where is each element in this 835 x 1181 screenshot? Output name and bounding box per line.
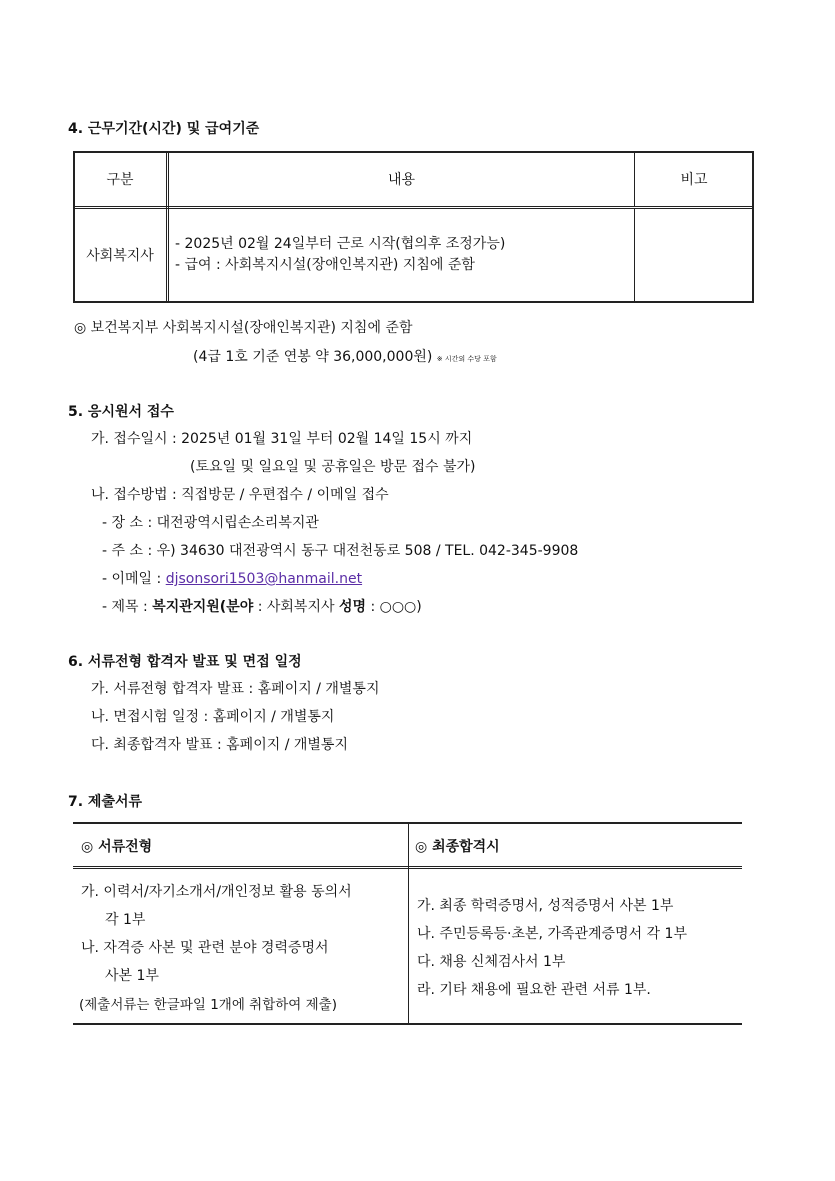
right-item-3: 다. 채용 신체검사서 1부	[417, 954, 566, 970]
schedule-document: 가. 서류전형 합격자 발표 : 홈페이지 / 개별통지	[91, 681, 380, 697]
left-item-5: (제출서류는 한글파일 1개에 취합하여 제출)	[79, 997, 337, 1013]
receipt-date-note: (토요일 및 일요일 및 공휴일은 방문 접수 불가)	[190, 459, 476, 475]
left-item-1: 가. 이력서/자기소개서/개인정보 활용 동의서	[81, 884, 352, 900]
email-label: - 이메일 :	[102, 571, 166, 587]
subject-label: - 제목 :	[102, 599, 153, 615]
receipt-place: - 장 소 : 대전광역시립손소리복지관	[102, 515, 319, 531]
right-header: ◎ 최종합격시	[415, 839, 500, 855]
left-item-2: 각 1부	[105, 912, 146, 928]
schedule-interview: 나. 면접시험 일정 : 홈페이지 / 개별통지	[91, 709, 335, 725]
section4-title: 4. 근무기간(시간) 및 급여기준	[68, 121, 260, 137]
table-header-category: 구분	[74, 152, 168, 208]
section5-title: 5. 응시원서 접수	[68, 404, 174, 420]
receipt-date: 가. 접수일시 : 2025년 01월 31일 부터 02월 14일 15시 까지	[91, 431, 473, 447]
content-line-1: - 2025년 02월 24일부터 근로 시작(협의후 조정가능)	[175, 236, 506, 253]
subject-bold-1: 복지관지원(분야	[152, 599, 254, 615]
left-item-4: 사본 1부	[105, 968, 159, 984]
section6-title: 6. 서류전형 합격자 발표 및 면접 일정	[68, 654, 302, 670]
note-guideline: ◎ 보건복지부 사회복지시설(장애인복지관) 지침에 준함	[74, 320, 413, 336]
right-item-2: 나. 주민등록등·초본, 가족관계증명서 각 1부	[417, 926, 687, 942]
receipt-email	[102, 568, 362, 588]
section7-title: 7. 제출서류	[68, 794, 143, 810]
receipt-address: - 주 소 : 우) 34630 대전광역시 동구 대전천동로 508 / TEL. 042-345-9908	[102, 543, 579, 559]
subject-mid: : 사회복지사	[253, 599, 339, 615]
table-row-remarks	[635, 207, 754, 302]
content-line-2: - 급여 : 사회복지시설(장애인복지관) 지침에 준함	[175, 257, 475, 274]
receipt-subject	[102, 596, 422, 616]
note-salary-small: ※ 시간외 수당 포함	[436, 355, 497, 363]
email-link[interactable]: djsonsori1503@hanmail.net	[165, 571, 363, 587]
documents-table	[73, 822, 742, 1025]
table-header-remarks: 비고	[635, 152, 754, 208]
right-item-4: 라. 기타 채용에 필요한 관련 서류 1부.	[417, 982, 651, 998]
left-header: ◎ 서류전형	[81, 839, 153, 855]
note-salary-text: (4급 1호 기준 연봉 약 36,000,000원)	[193, 349, 433, 365]
documents-table-divider	[408, 824, 409, 1023]
table-row-label: 사회복지사	[74, 207, 168, 302]
table-row-content	[168, 207, 635, 302]
work-period-table	[73, 151, 754, 303]
receipt-method: 나. 접수방법 : 직접방문 / 우편접수 / 이메일 접수	[91, 487, 389, 503]
table-header-content: 내용	[168, 152, 635, 208]
note-salary	[193, 346, 497, 366]
right-item-1: 가. 최종 학력증명서, 성적증명서 사본 1부	[417, 898, 674, 914]
schedule-final: 다. 최종합격자 발표 : 홈페이지 / 개별통지	[91, 737, 348, 753]
left-item-3: 나. 자격증 사본 및 관련 분야 경력증명서	[81, 940, 329, 956]
subject-end: : ○○○)	[366, 599, 422, 615]
subject-bold-2: 성명	[338, 599, 366, 615]
